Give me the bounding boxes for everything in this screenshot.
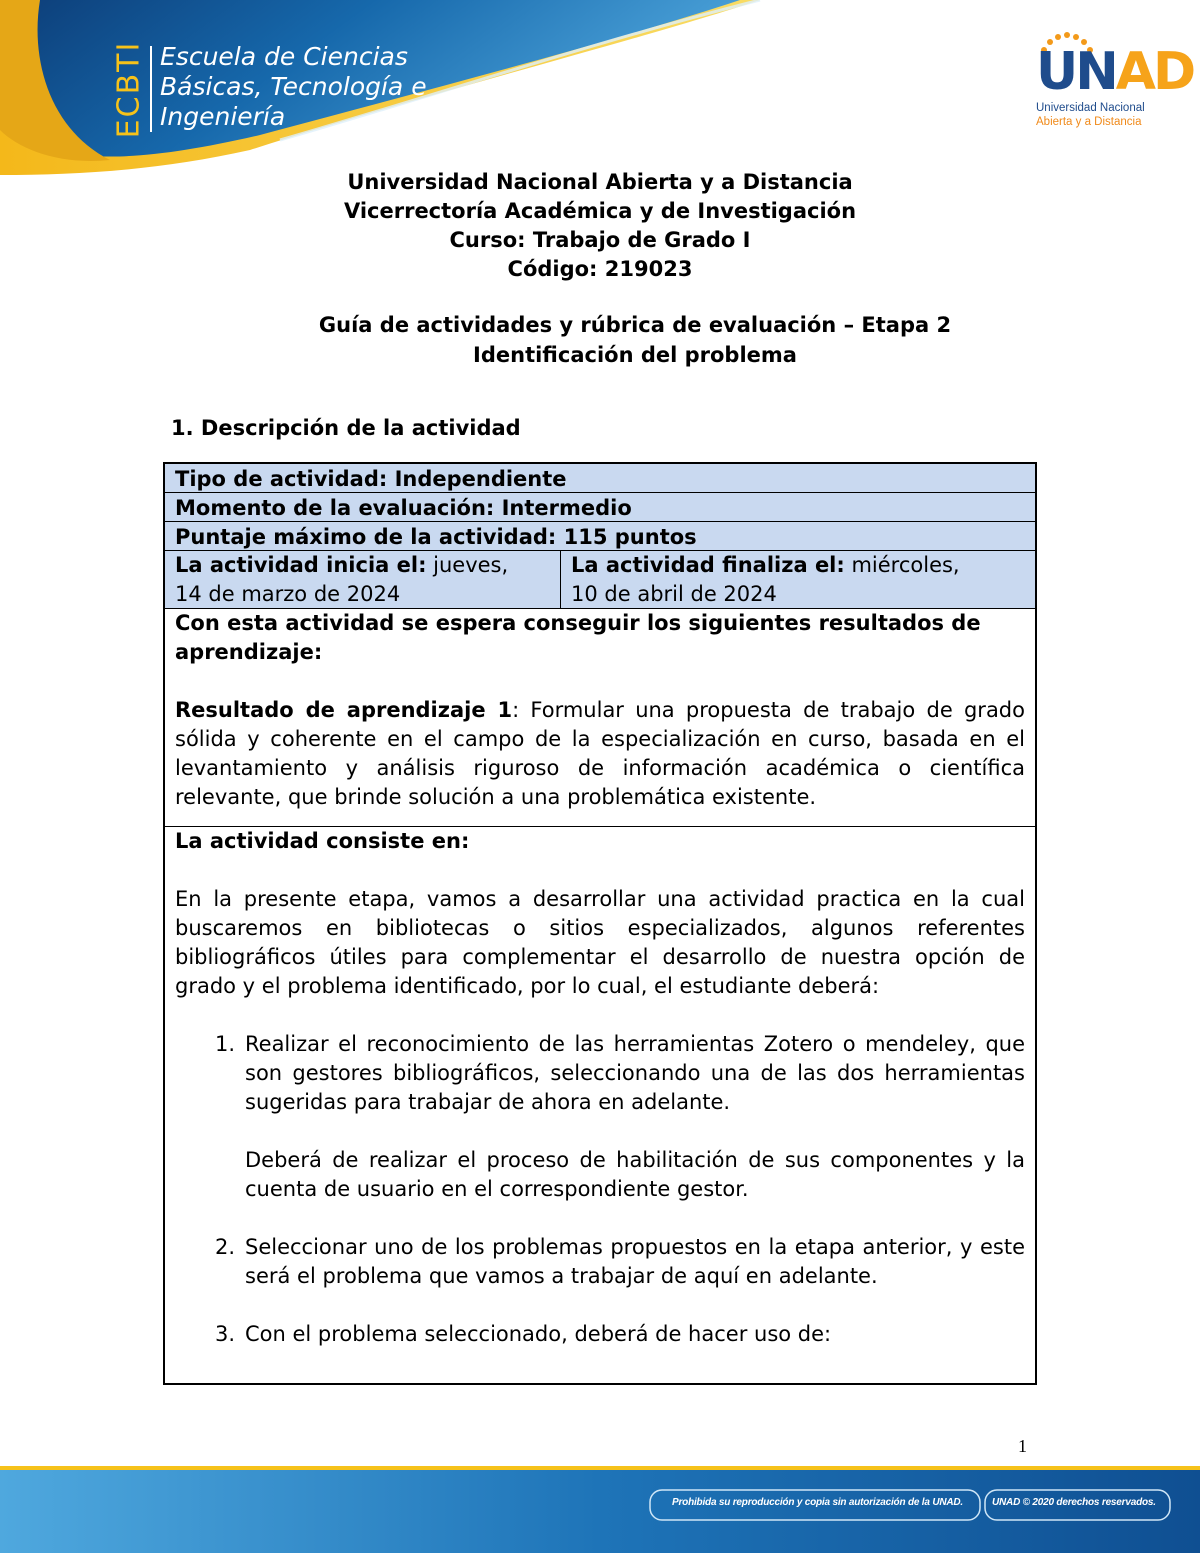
- list-item: 1. Realizar el reconocimiento de las herramientas Zotero o mendeley, que son gestores bibliográficos, seleccionando una de las dos herramientas sugeridas para trabajar de ahora en adelante. Deberá de realizar el proceso de habilitación de sus componentes y la cuenta de usuario en el correspondiente gestor.: [214, 1032, 1025, 1201]
- max-score-row: Puntaje máximo de la actividad: 115 puntos: [165, 522, 1035, 551]
- document-title: [0, 168, 1200, 284]
- unad-wordmark: UNAD: [1036, 42, 1194, 102]
- school-name: [160, 42, 427, 132]
- consists-heading: La actividad consiste en:: [175, 829, 470, 853]
- guide-title-line-1: Guía de actividades y rúbrica de evaluación – Etapa 2: [318, 313, 952, 337]
- dates-row: [165, 551, 1035, 609]
- vice-rectory: Vicerrectoría Académica y de Investigación: [343, 199, 857, 223]
- start-date-cell: La actividad inicia el: jueves, 14 de marzo de 2024: [165, 551, 561, 608]
- university-name: Universidad Nacional Abierta y a Distancia: [347, 170, 853, 194]
- course-name: Curso: Trabajo de Grado I: [449, 228, 751, 252]
- school-name-line: Ingeniería: [160, 102, 286, 131]
- course-code: Código: 219023: [507, 257, 693, 281]
- start-date: 14 de marzo de 2024: [175, 582, 401, 606]
- steps-list: [175, 1030, 1025, 1349]
- ecbti-logo: ECBTI: [111, 40, 147, 138]
- guide-title-line-2: Identificación del problema: [473, 343, 797, 367]
- end-date-cell: La actividad finaliza el: miércoles, 10 de abril de 2024: [571, 553, 960, 606]
- section-heading: 1. Descripción de la actividad: [171, 416, 521, 440]
- guide-title: [180, 310, 1090, 370]
- consists-intro: En la presente etapa, vamos a desarrollar una actividad practica en la cual buscaremos en bibliotecas o sitios especializados, algunos referentes bibliográficos útiles para complementar el desarrollo de nuestra opción de grado y el problema identificado, por lo cual, el estudiante deberá:: [175, 887, 1025, 998]
- footer-rights: UNAD © 2020 derechos reservados.: [992, 1497, 1156, 1508]
- activity-table: [163, 462, 1037, 1385]
- result-1: Resultado de aprendizaje 1: Formular una propuesta de trabajo de grado sólida y coherente en el campo de la especialización en curso, basada en el levantamiento y análisis riguroso de información académica o científica relevante, que brinde solución a una problemática existente.: [175, 698, 1025, 809]
- activity-type-row: Tipo de actividad: Independiente: [165, 464, 1035, 493]
- page-number: 1: [1018, 1436, 1027, 1456]
- school-name-line: Básicas, Tecnología e: [160, 72, 427, 101]
- activity-consists-cell: [165, 827, 1035, 1383]
- learning-results-cell: [165, 609, 1035, 827]
- header-divider: [150, 46, 152, 132]
- unad-subtitle-1: Universidad Nacional: [1036, 102, 1145, 114]
- results-heading: Con esta actividad se espera conseguir los siguientes resultados de aprendizaje:: [175, 611, 981, 664]
- end-date: 10 de abril de 2024: [571, 582, 777, 606]
- evaluation-moment-row: Momento de la evaluación: Intermedio: [165, 493, 1035, 522]
- list-item: 2. Seleccionar uno de los problemas propuestos en la etapa anterior, y este será el problema que vamos a trabajar de aquí en adelante.: [214, 1235, 1025, 1288]
- list-item: 3. Con el problema seleccionado, deberá de hacer uso de:: [214, 1322, 832, 1346]
- footer-copyright-notice: Prohibida su reproducción y copia sin autorización de la UNAD.: [672, 1497, 963, 1508]
- school-name-line: Escuela de Ciencias: [160, 42, 408, 71]
- unad-subtitle-2: Abierta y a Distancia: [1036, 116, 1142, 128]
